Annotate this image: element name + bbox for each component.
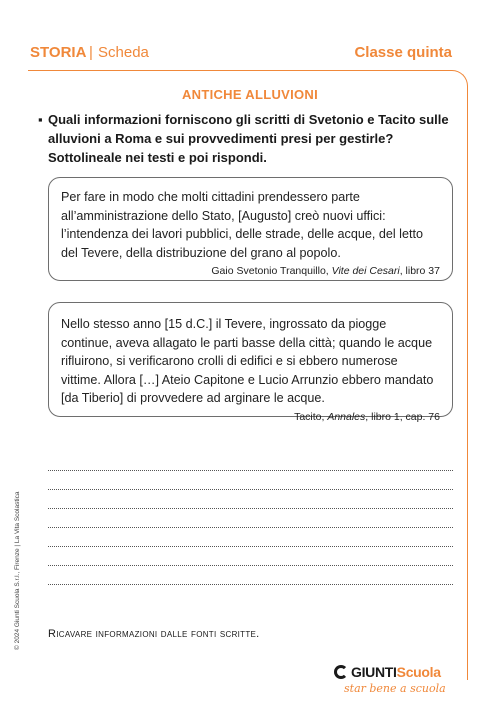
sheet-type-label: Scheda <box>98 44 149 61</box>
source-citation <box>61 411 440 423</box>
answer-line[interactable] <box>48 490 453 509</box>
logo-brand-b: Scuola <box>396 664 441 680</box>
citation-work: Vite dei Cesari <box>331 265 400 277</box>
citation-ref: , libro 1, cap. 76 <box>365 410 440 423</box>
source-box-tacito <box>48 302 453 423</box>
question-body: Quali informazioni forniscono gli scritti di Svetonio e Tacito sulle alluvioni a Roma e sui provvedimenti presi per gestirle? Sottolineale nei testi e poi rispondi. <box>48 112 449 165</box>
source-text: Nello stesso anno [15 d.C.] il Tevere, ingrossato da piogge continue, aveva allagato le parti basse della città; quando le acque rifluirono, si verificarono crolli di edifici e si ebbero numerose vittime. Allora […] Ateio Capitone e Lucio Arrunzio ebbero mandato [da Tiberio] di provvedere ad arginare le acque. <box>61 317 434 405</box>
answer-line[interactable] <box>48 528 453 547</box>
answer-line[interactable] <box>48 566 453 585</box>
answer-line[interactable] <box>48 471 453 490</box>
logo-brand-a: GIUNTI <box>351 664 397 680</box>
subject-label: STORIA <box>30 44 87 61</box>
worksheet-title: ANTICHE ALLUVIONI <box>181 87 319 102</box>
logo-wordmark <box>334 662 441 682</box>
source-text: Per fare in modo che molti cittadini prendessero parte all’amministrazione dello Stato, [Augusto] creò nuovi uffici: l’intendenza dei lavori pubblici, delle strade, delle acque, del letto del Tevere, della distribuzione del grano al popolo. <box>61 190 423 260</box>
answer-lines <box>48 452 453 585</box>
logo-tagline: star bene a scuola <box>344 682 446 695</box>
citation-work: Annales <box>327 410 366 423</box>
copyright-notice: © 2024 Giunti Scuola S.r.l., Firenze | La Vita Scolastica <box>14 491 21 650</box>
citation-author: Gaio Svetonio Tranquillo, <box>211 265 332 277</box>
question-text <box>38 110 458 167</box>
source-citation <box>61 265 440 277</box>
answer-line[interactable] <box>48 509 453 528</box>
source-box-svetonio <box>48 177 453 281</box>
answer-line[interactable] <box>48 547 453 566</box>
publisher-logo <box>334 662 454 702</box>
bullet-icon: ▪ <box>38 112 43 127</box>
page-header <box>30 44 452 66</box>
answer-line[interactable] <box>48 452 453 471</box>
citation-ref: , libro 37 <box>399 265 440 277</box>
class-level-label: Classe quinta <box>354 44 452 61</box>
logo-g-icon <box>334 665 348 679</box>
header-separator: | <box>89 44 93 61</box>
citation-author: Tacito, <box>294 410 328 423</box>
task-label: Ricavare informazioni dalle fonti scritte. <box>48 628 260 640</box>
